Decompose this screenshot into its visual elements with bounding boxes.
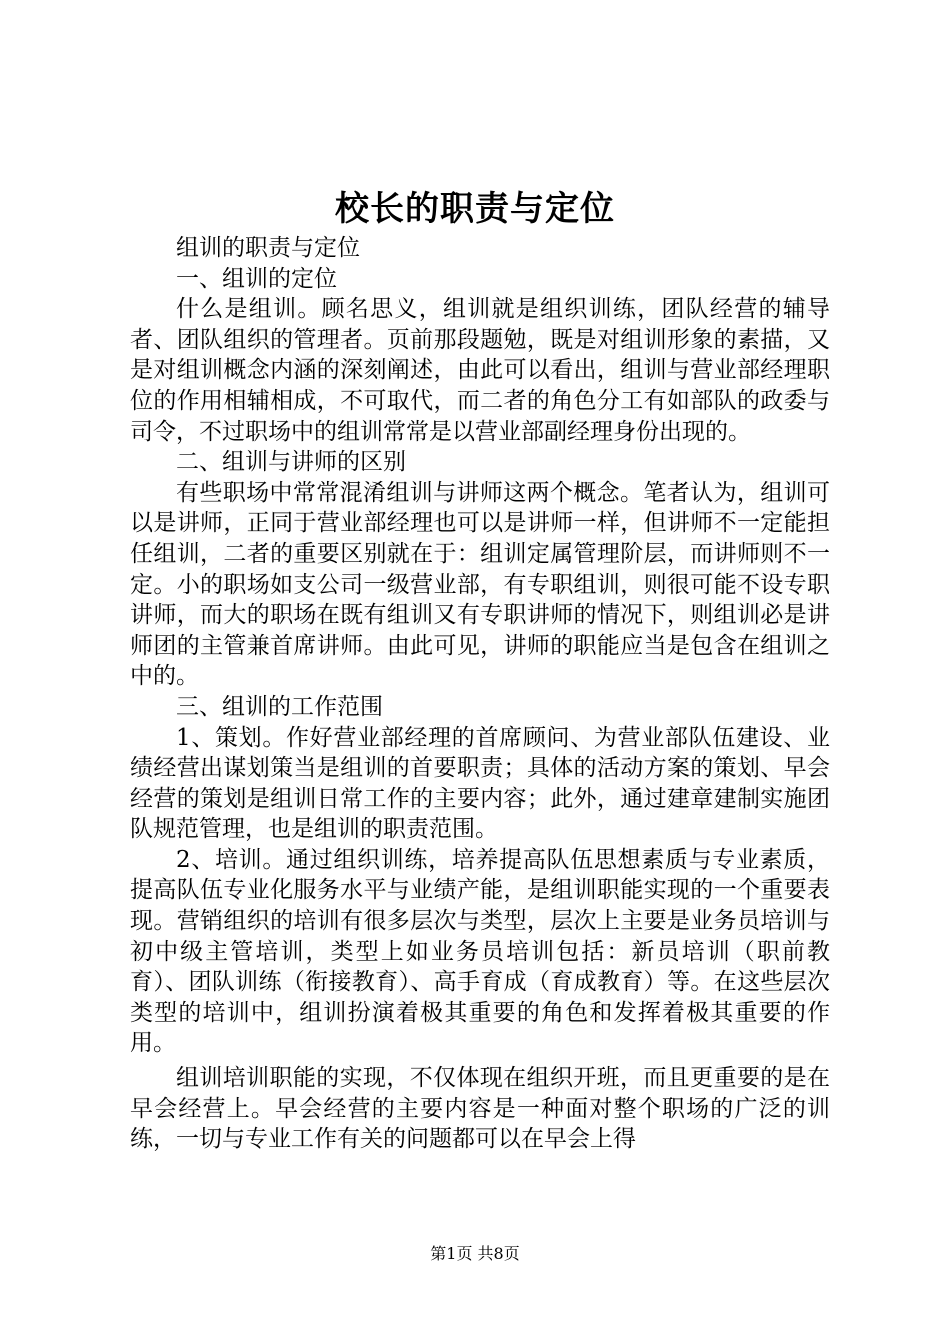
page-footer: 第1页 共8页 [430, 1244, 520, 1263]
paragraph-4: 2、培训。通过组织训练，培养提高队伍思想素质与专业素质，提高队伍专业化服务水平与业绩产能，是组训职能实现的一个重要表现。营销组织的培训有很多层次与类型，层次上主要是业务员培训与初中级主管培训，类型上如业务员培训包括：新员培训（职前教育）、团队训练（衔接教育）、高手育成（育成教育）等。在这些层次类型的培训中，组训扮演着极其重要的角色和发挥着极其重要的作用。 [130, 846, 830, 1057]
paragraph-3: 1、策划。作好营业部经理的首席顾问、为营业部队伍建设、业绩经营出谋划策当是组训的首要职责；具体的活动方案的策划、早会经营的策划是组训日常工作的主要内容；此外，通过建章建制实施团队规范管理，也是组训的职责范围。 [130, 724, 830, 843]
document-body [130, 233, 830, 1155]
section-heading-1: 一、组训的定位 [176, 265, 337, 292]
section-heading-3: 三、组训的工作范围 [176, 693, 383, 720]
paragraph-2: 有些职场中常常混淆组训与讲师这两个概念。笔者认为，组训可以是讲师，正同于营业部经理也可以是讲师一样，但讲师不一定能担任组训，二者的重要区别就在于：组训定属管理阶层，而讲师则不一定。小的职场如支公司一级营业部，有专职组训，则很可能不设专职讲师，而大的职场在既有组训又有专职讲师的情况下，则组训必是讲师团的主管兼首席讲师。由此可见，讲师的职能应当是包含在组训之中的。 [130, 479, 830, 690]
paragraph-subtitle: 组训的职责与定位 [176, 235, 360, 261]
document-title: 校长的职责与定位 [335, 189, 615, 229]
section-heading-2: 二、组训与讲师的区别 [176, 449, 406, 476]
paragraph-5: 组训培训职能的实现，不仅体现在组织开班，而且更重要的是在早会经营上。早会经营的主要内容是一种面对整个职场的广泛的训练，一切与专业工作有关的问题都可以在早会上得 [130, 1065, 830, 1153]
paragraph-1: 什么是组训。顾名思义，组训就是组织训练，团队经营的辅导者、团队组织的管理者。页前那段题勉，既是对组训形象的素描，又是对组训概念内涵的深刻阐述，由此可以看出，组训与营业部经理职位的作用相辅相成，不可取代，而二者的角色分工有如部队的政委与司令，不过职场中的组训常常是以营业部副经理身份出现的。 [130, 296, 830, 445]
